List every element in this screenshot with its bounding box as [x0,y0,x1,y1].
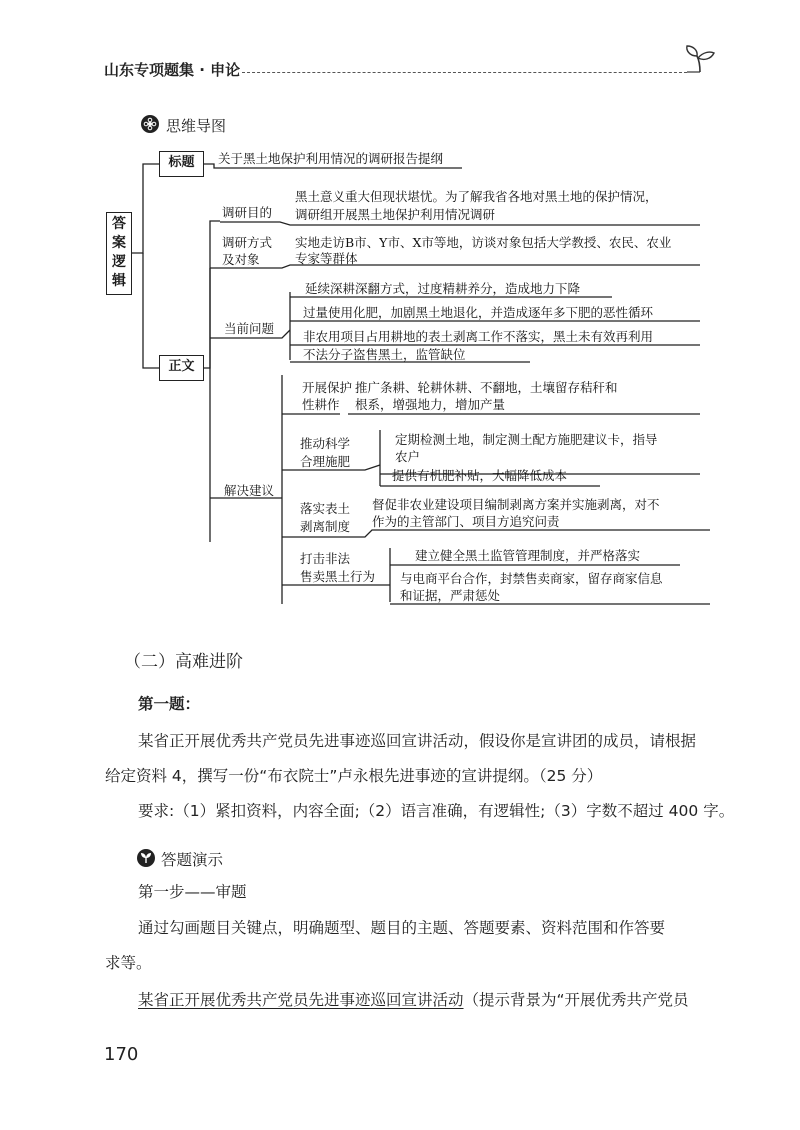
question-line-2: 给定资料 4，撰写一份“布衣院士”卢永根先进事迹的宣讲提纲。（25 分） [105,767,603,785]
question-line-1: 某省正开展优秀共产党员先进事迹巡回宣讲活动，假设你是宣讲团的成员，请根据 [138,732,697,750]
s2-a-line-2: 农户 [395,449,421,464]
s3-line-1: 督促非农业建设项目编制剥离方案并实施剥离，对不 [372,497,660,512]
main-box [159,355,204,381]
s4-a: 建立健全黑土监管管理制度，并严格落实 [415,548,641,563]
s4-label-1: 打击非法 [300,551,351,566]
sprout-badge-icon [137,849,155,867]
s2-b: 提供有机肥补贴，大幅降低成本 [392,468,568,483]
problem-item-4: 不法分子盗售黑土，监管缺位 [303,347,466,362]
paragraph-2-underlined: 某省正开展优秀共产党员先进事迹巡回宣讲活动 [138,991,464,1009]
s1-line-1: 推广条耕、轮耕休耕、不翻地，土壤留存秸秆和 [355,380,618,395]
problem-item-3: 非农用项目占用耕地的表土剥离工作不落实，黑土未有效再利用 [303,329,654,344]
s3-line-2: 作为的主管部门、项目方追究问责 [372,514,560,529]
s4-label-2: 售卖黑土行为 [300,569,376,584]
s1-label-1: 开展保护 [302,380,353,395]
title-box [159,151,204,177]
s3-label-1: 落实表土 [300,501,351,516]
main-box-label: 正文 [168,359,195,374]
header-title: 山东专项题集 · 申论 [104,61,241,79]
s2-a-line-1: 定期检测土地，制定测土配方施肥建议卡，指导 [395,432,658,447]
root-label: 答案逻辑 [112,216,126,289]
root-box [106,212,132,295]
mindmap-heading: 思维导图 [166,117,227,135]
demo-heading: 答题演示 [161,851,224,869]
s3-label-2: 剥离制度 [300,519,351,534]
s4-b-line-1: 与电商平台合作，封禁售卖商家，留存商家信息 [400,571,663,586]
method-label-2: 及对象 [222,252,260,267]
paragraph-2 [138,988,689,1010]
question-title: 第一题： [138,695,201,713]
s4-b-line-2: 和证据，严肃惩处 [400,588,501,603]
problem-item-2: 过量使用化肥，加剧黑土地退化，并造成逐年多下肥的恶性循环 [303,305,654,320]
method-line-1: 实地走访B市、Y市、X市等地，访谈对象包括大学教授、农民、农业 [295,235,672,250]
step-1: 第一步——审题 [138,883,247,901]
paragraph-1-line-1: 通过勾画题目关键点，明确题型、题目的主题、答题要素、资料范围和作答要 [138,919,666,937]
purpose-line-2: 调研组开展黑土地保护利用情况调研 [295,207,496,222]
method-line-2: 专家等群体 [295,251,358,266]
purpose-label: 调研目的 [222,205,273,220]
solutions-label: 解决建议 [224,483,275,498]
s1-label-2: 性耕作 [302,397,340,412]
paragraph-2-rest: （提示背景为“开展优秀共产党员 [463,991,689,1009]
s1-line-2: 根系，增强地力，增加产量 [355,397,506,412]
problems-label: 当前问题 [224,321,275,336]
paragraph-1-line-2: 求等。 [105,954,152,972]
s2-label-1: 推动科学 [300,436,351,451]
title-text: 关于黑土地保护利用情况的调研报告提纲 [218,151,444,166]
title-box-label: 标题 [168,155,195,170]
problem-item-1: 延续深耕深翻方式，过度精耕养分，造成地力下降 [305,281,581,296]
page-number: 170 [104,1044,139,1065]
s2-label-2: 合理施肥 [300,454,351,469]
method-label-1: 调研方式 [222,235,273,250]
section-heading: （二）高难进阶 [124,652,243,672]
question-requirements: 要求:（1）紧扣资料，内容全面;（2）语言准确，有逻辑性;（3）字数不超过 400 字。 [138,802,735,820]
purpose-line-1: 黑土意义重大但现状堪忧。为了解我省各地对黑土地的保护情况， [295,189,658,204]
